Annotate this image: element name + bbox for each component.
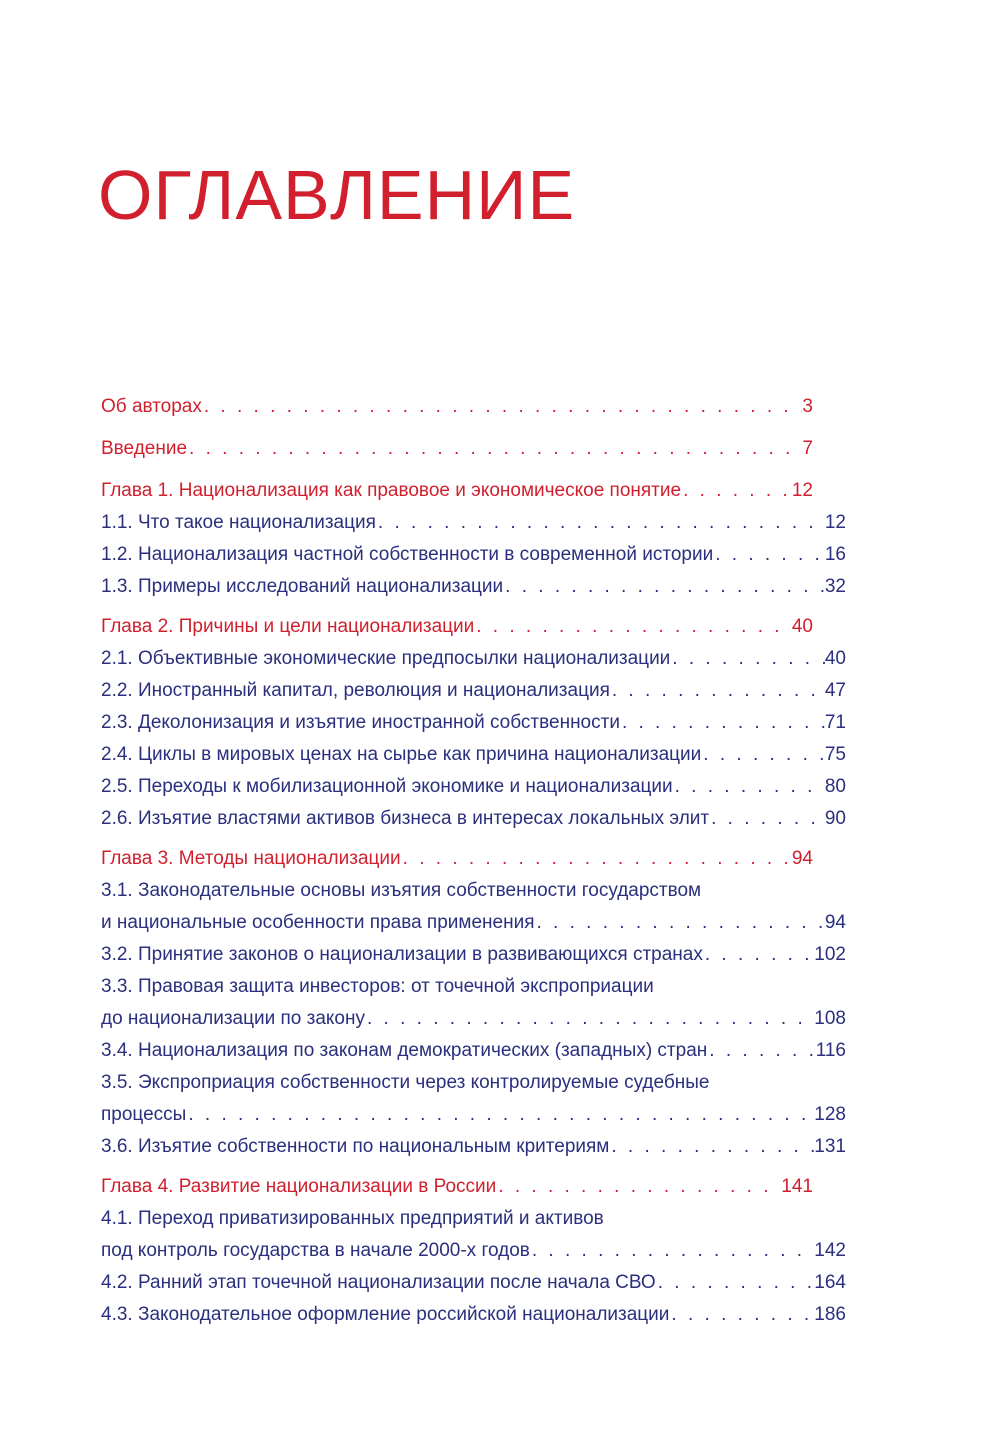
toc-entry-row — [101, 907, 846, 939]
toc-section-entry[interactable] — [101, 539, 846, 571]
toc-entry-row — [101, 1099, 846, 1131]
dot-leader — [534, 907, 824, 939]
toc-entry-row — [101, 391, 813, 423]
table-of-contents — [101, 373, 846, 1331]
toc-section-entry[interactable] — [101, 707, 846, 739]
toc-entry-row — [101, 433, 813, 465]
toc-entry-title: 3.6. Изъятие собственности по национальным критериям — [101, 1136, 610, 1157]
toc-entry-title: Введение — [101, 438, 188, 459]
toc-entry-row — [101, 1131, 846, 1163]
toc-page-number: 164 — [814, 1272, 846, 1293]
toc-entry-title: Глава 2. Причины и цели национализации — [101, 616, 475, 637]
toc-chapter-entry[interactable] — [101, 843, 813, 875]
toc-chapter-entry[interactable] — [101, 611, 813, 643]
toc-entry-title: до национализации по закону — [101, 1008, 365, 1029]
toc-entry-title: 1.1. Что такое национализация — [101, 512, 376, 533]
dot-leader — [503, 571, 825, 603]
toc-entry-row — [101, 739, 846, 771]
toc-page-number: 3 — [802, 396, 813, 417]
toc-page-number: 94 — [824, 912, 846, 933]
toc-entry-row — [101, 1003, 846, 1035]
toc-section-entry[interactable] — [101, 507, 846, 539]
toc-entry-title: 4.2. Ранний этап точечной национализации после начала СВО — [101, 1272, 656, 1293]
toc-page-number: 102 — [814, 944, 846, 965]
toc-entry-row — [101, 771, 846, 803]
toc-entry-row — [101, 571, 846, 603]
dot-leader — [703, 939, 814, 971]
toc-section-entry[interactable] — [101, 1035, 846, 1067]
dot-leader — [701, 739, 825, 771]
toc-page-number: 131 — [814, 1136, 846, 1157]
dot-leader — [376, 507, 825, 539]
dot-leader — [713, 539, 825, 571]
dot-leader — [669, 1299, 814, 1331]
dot-leader — [187, 433, 802, 465]
toc-entry-row — [101, 803, 846, 835]
dot-leader — [365, 1003, 814, 1035]
page-title: ОГЛАВЛЕНИЕ — [98, 156, 576, 234]
toc-page-number: 40 — [824, 648, 846, 669]
toc-entry-row — [101, 643, 846, 675]
toc-entry-title: 1.2. Национализация частной собственности в современной истории — [101, 544, 714, 565]
dot-leader — [401, 843, 792, 875]
dot-leader — [474, 611, 792, 643]
dot-leader — [186, 1099, 814, 1131]
toc-page-number: 186 — [814, 1304, 846, 1325]
dot-leader — [681, 475, 792, 507]
toc-entry-title: 2.4. Циклы в мировых ценах на сырье как причина национализации — [101, 744, 702, 765]
toc-entry-row — [101, 1171, 813, 1203]
toc-entry-title: и национальные особенности права применения — [101, 912, 535, 933]
dot-leader — [609, 1131, 814, 1163]
toc-section-entry[interactable] — [101, 1299, 846, 1331]
toc-entry-title: Глава 1. Национализация как правовое и экономическое понятие — [101, 480, 682, 501]
toc-page-number: 71 — [824, 712, 846, 733]
toc-page-number: 12 — [791, 480, 813, 501]
toc-entry-row — [101, 1035, 846, 1067]
toc-page-number: 108 — [814, 1008, 846, 1029]
toc-entry-title: 1.3. Примеры исследований национализации — [101, 576, 504, 597]
toc-section-entry[interactable] — [101, 939, 846, 971]
dot-leader — [620, 707, 825, 739]
toc-section-entry[interactable] — [101, 875, 846, 939]
toc-entry-title-line: 3.1. Законодательные основы изъятия собственности государством — [101, 880, 702, 901]
toc-page-number: 40 — [791, 616, 813, 637]
toc-page-number: 47 — [824, 680, 846, 701]
toc-page-number: 80 — [824, 776, 846, 797]
toc-entry-row — [101, 475, 813, 507]
toc-page-number: 7 — [802, 438, 813, 459]
dot-leader — [610, 675, 825, 707]
toc-entry-title-line: 4.1. Переход приватизированных предприятий и активов — [101, 1208, 604, 1229]
toc-entry-title: Глава 4. Развитие национализации в России — [101, 1176, 497, 1197]
toc-entry-title: 2.2. Иностранный капитал, революция и национализация — [101, 680, 610, 701]
toc-page-number: 16 — [824, 544, 846, 565]
dot-leader — [202, 391, 803, 423]
toc-entry-title: процессы — [101, 1104, 187, 1125]
toc-page-number: 90 — [824, 808, 846, 829]
dot-leader — [673, 771, 825, 803]
toc-page-number: 32 — [824, 576, 846, 597]
toc-section-entry[interactable] — [101, 1131, 846, 1163]
toc-section-entry[interactable] — [101, 771, 846, 803]
dot-leader — [670, 643, 825, 675]
toc-entry-row — [101, 939, 846, 971]
toc-section-entry[interactable] — [101, 643, 846, 675]
toc-page-number: 142 — [814, 1240, 846, 1261]
toc-entry-row — [101, 1235, 846, 1267]
toc-page-number: 12 — [824, 512, 846, 533]
toc-section-entry[interactable] — [101, 971, 846, 1035]
dot-leader — [530, 1235, 814, 1267]
toc-entry-title: 3.2. Принятие законов о национализации в развивающихся странах — [101, 944, 703, 965]
dot-leader — [709, 803, 825, 835]
toc-entry-title: Об авторах — [101, 396, 202, 417]
toc-page-number: 75 — [824, 744, 846, 765]
toc-entry-title: Глава 3. Методы национализации — [101, 848, 401, 869]
toc-entry-row — [101, 611, 813, 643]
toc-entry-row — [101, 843, 813, 875]
toc-entry-row — [101, 675, 846, 707]
toc-section-entry[interactable] — [101, 571, 846, 603]
toc-section-entry[interactable] — [101, 1203, 846, 1267]
toc-page-number: 128 — [814, 1104, 846, 1125]
toc-page-number: 116 — [815, 1040, 846, 1061]
toc-chapter-entry[interactable] — [101, 433, 813, 465]
toc-entry-row — [101, 1299, 846, 1331]
toc-chapter-entry[interactable] — [101, 391, 813, 423]
toc-entry-row — [101, 539, 846, 571]
toc-section-entry[interactable] — [101, 739, 846, 771]
toc-entry-title: 4.3. Законодательное оформление российской национализации — [101, 1304, 670, 1325]
toc-section-entry[interactable] — [101, 803, 846, 835]
toc-entry-title: 2.1. Объективные экономические предпосылки национализации — [101, 648, 671, 669]
dot-leader — [496, 1171, 781, 1203]
toc-entry-title-line: 3.3. Правовая защита инвесторов: от точечной экспроприации — [101, 976, 654, 997]
dot-leader — [656, 1267, 815, 1299]
toc-chapter-entry[interactable] — [101, 1171, 813, 1203]
toc-entry-row — [101, 1267, 846, 1299]
toc-entry-row — [101, 707, 846, 739]
toc-entry-title: 2.5. Переходы к мобилизационной экономике и национализации — [101, 776, 673, 797]
toc-entry-title-line: 3.5. Экспроприация собственности через контролируемые судебные — [101, 1072, 710, 1093]
toc-entry-title: 2.6. Изъятие властями активов бизнеса в интересах локальных элит — [101, 808, 710, 829]
toc-section-entry[interactable] — [101, 675, 846, 707]
toc-section-entry[interactable] — [101, 1267, 846, 1299]
toc-section-entry[interactable] — [101, 1067, 846, 1131]
toc-entry-title: 2.3. Деколонизация и изъятие иностранной собственности — [101, 712, 620, 733]
toc-entry-title: 3.4. Национализация по законам демократических (западных) стран — [101, 1040, 708, 1061]
dot-leader — [707, 1035, 815, 1067]
toc-entry-row — [101, 507, 846, 539]
toc-page-number: 141 — [781, 1176, 813, 1197]
toc-page-number: 94 — [791, 848, 813, 869]
toc-chapter-entry[interactable] — [101, 475, 813, 507]
toc-entry-title: под контроль государства в начале 2000-х годов — [101, 1240, 530, 1261]
